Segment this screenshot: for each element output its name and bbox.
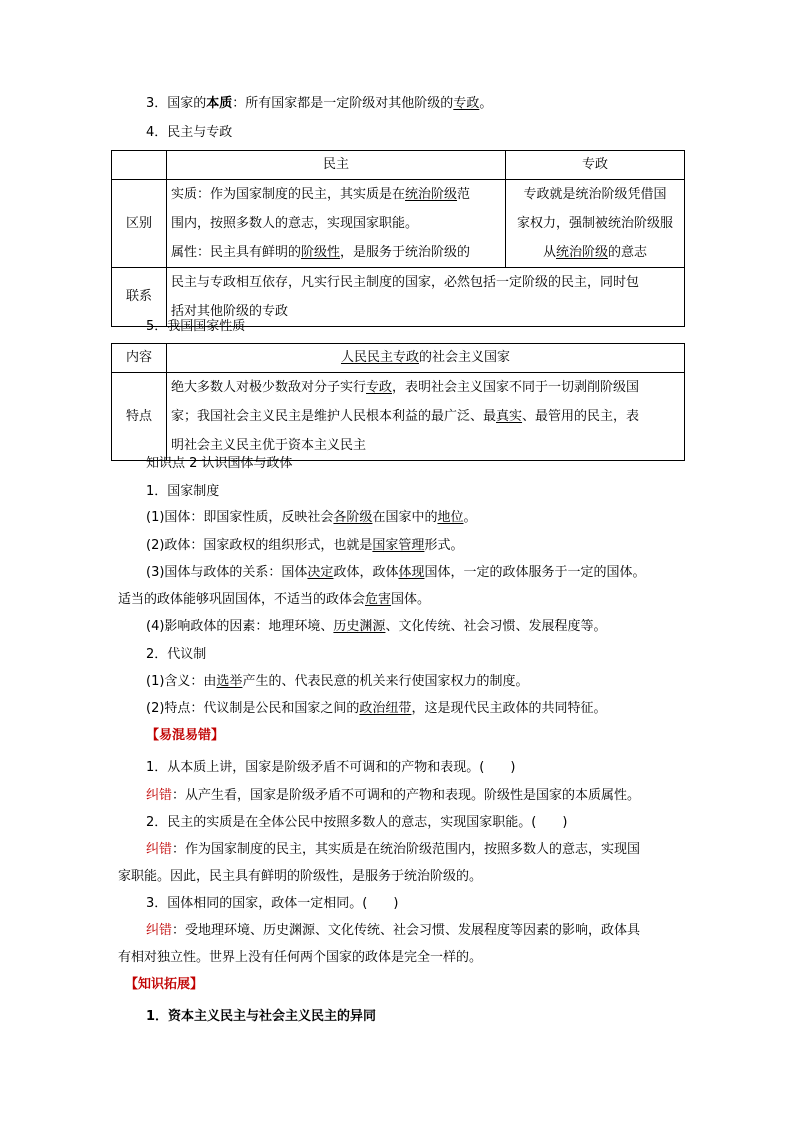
knowledge-extension-heading: 【知识拓展】	[125, 977, 204, 992]
national-nature-table	[111, 343, 685, 461]
text: 。	[479, 96, 493, 111]
relation-cell: 民主与专政相互依存，凡实行民主制度的国家，必然包括一定阶级的民主，同时包 括对其他阶级的专政	[167, 268, 685, 327]
essence-line	[146, 95, 492, 113]
correction-3: 纠错：受地理环境、历史渊源、文化传统、社会习惯、发展程度等因素的影响，政体具	[146, 923, 641, 938]
underlined-term: 专政	[453, 96, 480, 111]
extension-item-1: 1．资本主义民主与社会主义民主的异同	[146, 1009, 377, 1024]
question-3: 3．国体相同的国家，政体一定相同。( )	[146, 896, 399, 911]
correction-label: 纠错	[146, 842, 173, 857]
correction-1: 纠错：从产生看，国家是阶级矛盾不可调和的产物和表现。阶级性是国家的本质属性。	[146, 788, 641, 803]
text: ：所有国家都是一定阶级对其他阶级的	[232, 96, 454, 111]
section-title: 4．民主与专政	[146, 125, 233, 140]
feature-cell: 绝大多数人对极少数敌对分子实行专政，表明社会主义国家不同于一切剥削阶级国 家；我国社会主义民主是维护人民根本利益的最广泛、最真实、最管用的民主，表 明社会主义民主优于资本主义民主	[167, 373, 685, 461]
state-system-item: (1)国体：即国家性质，反映社会各阶级在国家中的地位。	[146, 510, 477, 525]
dictatorship-difference-cell: 专政就是统治阶级凭借国 家权力，强制被统治阶级服 从统治阶级的意志	[506, 180, 685, 268]
content-cell: 人民民主专政的社会主义国家	[167, 344, 685, 373]
section-title: 5．我国国家性质	[146, 319, 246, 334]
correction-label: 纠错	[146, 923, 173, 938]
header-democracy: 民主	[167, 151, 506, 180]
state-system-item: (3)国体与政体的关系：国体决定政体，政体体现国体，一定的政体服务于一定的国体。	[146, 565, 646, 580]
empty-header-cell	[112, 151, 167, 180]
representative-item: (1)含义：由选举产生的、代表民意的机关来行使国家权力的制度。	[146, 674, 529, 689]
representative-item: (2)特点：代议制是公民和国家之间的政治纽带，这是现代民主政体的共同特征。	[146, 701, 607, 716]
correction-3-cont: 有相对独立性。世界上没有任何两个国家的政体是完全一样的。	[118, 950, 483, 965]
knowledge-point-title: 知识点 2 认识国体与政体	[146, 456, 293, 471]
error-prone-heading: 【易混易错】	[146, 728, 225, 743]
row-label-content: 内容	[112, 344, 167, 373]
row-label-relation: 联系	[112, 268, 167, 327]
row-label-difference: 区别	[112, 180, 167, 268]
header-dictatorship: 专政	[506, 151, 685, 180]
correction-2: 纠错：作为国家制度的民主，其实质是在统治阶级范围内，按照多数人的意志，实现国	[146, 842, 641, 857]
subsection-title: 1．国家制度	[146, 484, 220, 499]
subsection-title: 2．代议制	[146, 647, 207, 662]
democracy-dictatorship-table	[111, 150, 685, 327]
state-system-item-cont: 适当的政体能够巩固国体，不适当的政体会危害国体。	[118, 592, 431, 607]
bold-term: 本质	[206, 96, 233, 111]
correction-label: 纠错	[146, 788, 173, 803]
question-2: 2．民主的实质是在全体公民中按照多数人的意志，实现国家职能。( )	[146, 815, 568, 830]
correction-2-cont: 家职能。因此，民主具有鲜明的阶级性，是服务于统治阶级的。	[118, 869, 483, 884]
state-system-item: (2)政体：国家政权的组织形式，也就是国家管理形式。	[146, 538, 464, 553]
row-label-feature: 特点	[112, 373, 167, 461]
state-system-item: (4)影响政体的因素：地理环境、历史渊源、文化传统、社会习惯、发展程度等。	[146, 619, 607, 634]
democracy-difference-cell: 实质：作为国家制度的民主，其实质是在统治阶级范 围内，按照多数人的意志，实现国家职能。 属性：民主具有鲜明的阶级性，是服务于统治阶级的	[167, 180, 506, 268]
question-1: 1．从本质上讲，国家是阶级矛盾不可调和的产物和表现。( )	[146, 760, 516, 775]
text: 3．国家的	[146, 96, 207, 111]
